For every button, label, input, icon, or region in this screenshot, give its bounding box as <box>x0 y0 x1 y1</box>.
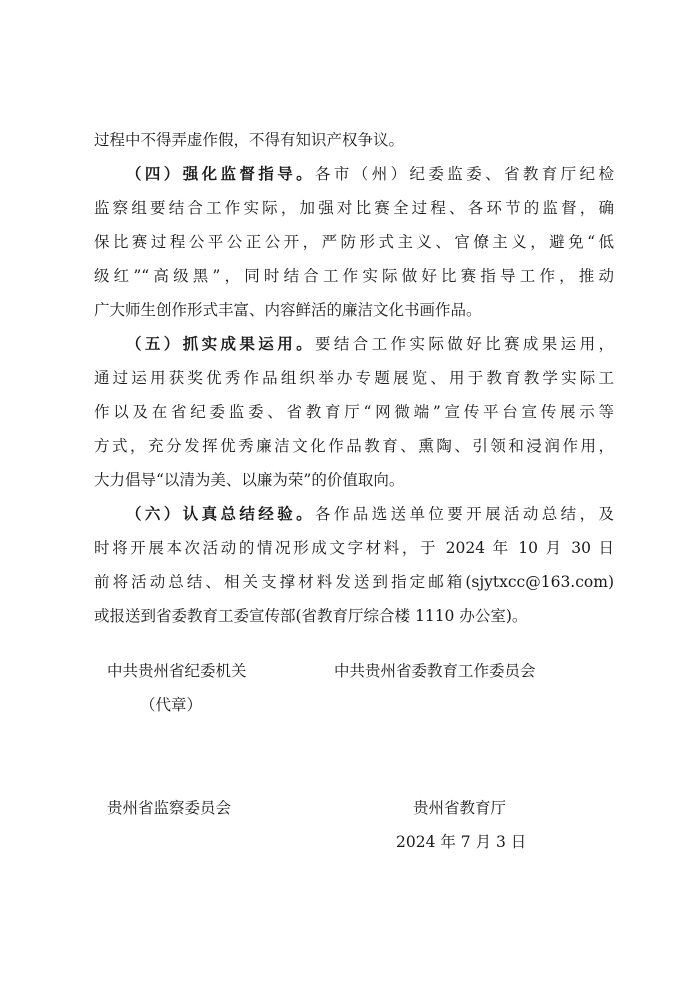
paragraph-line: 过程中不得弄虚作假，不得有知识产权争议。 <box>94 131 405 149</box>
paragraph-line: 时将开展本次活动的情况形成文字材料，于 2024 年 10 月 30 日 <box>94 539 614 557</box>
paragraph-text: 要结合工作实际做好比赛成果运用， <box>315 335 614 353</box>
paragraph-line: 广大师生创作形式丰富、内容鲜活的廉洁文化书画作品。 <box>94 301 482 319</box>
signature-seal-note: （代章） <box>140 696 203 714</box>
signature-org-education-dept: 贵州省教育厅 <box>413 799 507 817</box>
paragraph-line: 级红”“高级黑”，同时结合工作实际做好比赛指导工作，推动 <box>94 267 614 285</box>
paragraph-5-first-line <box>126 328 614 360</box>
section-heading: （六）认真总结经验。 <box>126 504 315 523</box>
paragraph-line: 作以及在省纪委监委、省教育厅“网微端”宣传平台宣传展示等 <box>94 403 614 421</box>
signature-org-discipline: 中共贵州省纪委机关 <box>107 662 247 680</box>
signature-date: 2024 年 7 月 3 日 <box>396 833 527 851</box>
paragraph-line: 大力倡导“以清为美、以廉为荣”的价值取向。 <box>94 471 405 489</box>
signature-org-education-committee: 中共贵州省委教育工作委员会 <box>334 662 536 680</box>
paragraph-4-first-line <box>126 158 614 190</box>
signature-org-supervision: 贵州省监察委员会 <box>107 799 232 817</box>
paragraph-line: 监察组要结合工作实际，加强对比赛全过程、各环节的监督，确 <box>94 199 614 217</box>
section-heading: （四）强化监督指导。 <box>126 164 315 183</box>
paragraph-line: 前将活动总结、相关支撑材料发送到指定邮箱(sjytxcc@163.com) <box>94 573 614 591</box>
paragraph-text: 各作品选送单位要开展活动总结，及 <box>315 505 614 523</box>
paragraph-line: 或报送到省委教育工委宣传部(省教育厅综合楼 1110 办公室)。 <box>94 607 528 625</box>
paragraph-text: 各市（州）纪委监委、省教育厅纪检 <box>315 165 614 183</box>
paragraph-line: 保比赛过程公平公正公开，严防形式主义、官僚主义，避免“低 <box>94 233 614 251</box>
paragraph-line: 方式，充分发挥优秀廉洁文化作品教育、熏陶、引领和浸润作用， <box>94 437 614 455</box>
paragraph-line: 通过运用获奖优秀作品组织举办专题展览、用于教育教学实际工 <box>94 369 614 387</box>
paragraph-6-first-line <box>126 498 614 530</box>
section-heading: （五）抓实成果运用。 <box>126 334 315 353</box>
